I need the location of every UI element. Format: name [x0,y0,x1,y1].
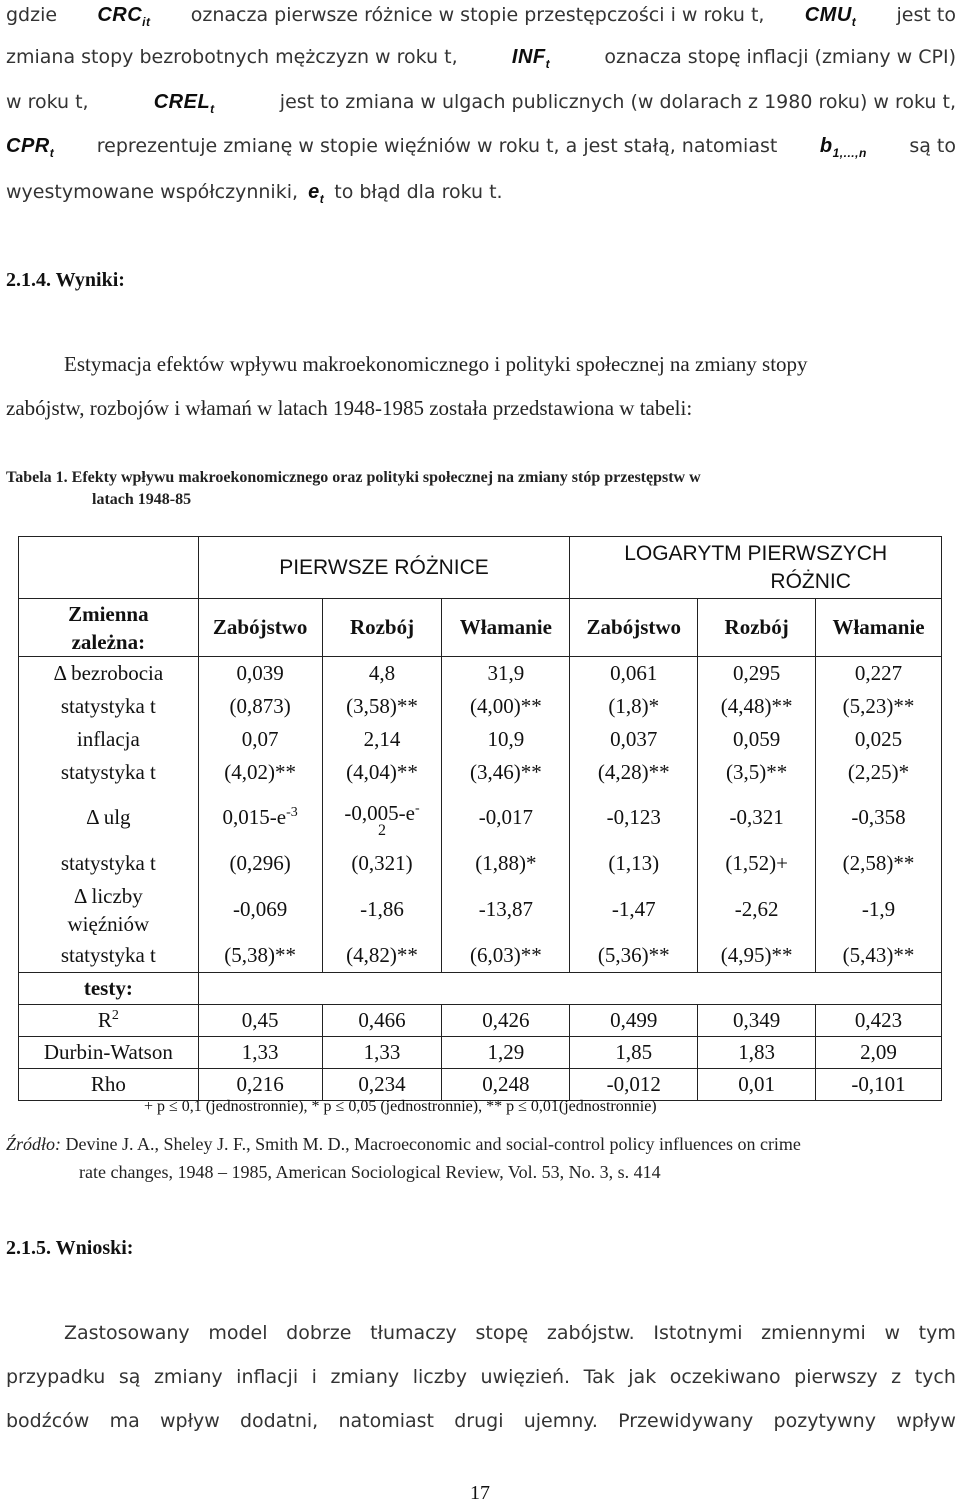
word: ma [109,1410,140,1432]
table-row [19,1037,942,1069]
cell: (0,873) [198,690,322,723]
cell: 0,466 [322,1005,442,1037]
row-label: $R^2$ [19,1005,199,1037]
row-label: Δ bezrobocia [19,657,199,690]
table-header-row-groups [19,537,942,599]
cell: 0,025 [816,723,942,756]
text: zmiana stopy bezrobotnych mężczyzn w roku t, [6,46,458,68]
word: zmiany [330,1366,400,1388]
symbol-b: $b_{1,...,n}$ [819,135,867,160]
cell: (1,13) [570,847,698,881]
cell: (4,02)** [198,756,322,789]
word: zabójstw. [546,1322,635,1344]
text: oznacza stopę inflacji (zmiany w CPI) [604,46,956,68]
source-citation [6,1134,801,1182]
cell: (1,8)* [570,690,698,723]
symbol-e: $e_t$ [308,181,325,206]
word: Istotnymi [653,1322,743,1344]
cell: 0,423 [816,1005,942,1037]
conclusions-line [64,1322,956,1344]
paragraph-line: Estymacja efektów wpływu makroekonomicznego i polityki społecznej na zmiany stopy [64,352,808,376]
row-label: statystyka t [19,690,199,723]
source-line: Devine J. A., Sheley J. F., Smith M. D., Macroeconomic and social-control policy influences on crime [65,1134,801,1154]
table-row [19,657,942,690]
cell: (4,04)** [322,756,442,789]
word: liczby [412,1366,467,1388]
row-label: Rho [19,1069,199,1101]
cell: 0,061 [570,657,698,690]
word: Tak [583,1366,615,1388]
text: gdzie [6,4,58,26]
cell: $0,015-e^{-3}$ [198,789,322,847]
word: ujemny. [523,1410,598,1432]
cell: 1,85 [570,1037,698,1069]
row-label: Δ ulg [19,789,199,847]
cell: (4,48)** [698,690,816,723]
word: z [891,1366,902,1388]
cell: 0,295 [698,657,816,690]
table-row [19,847,942,881]
cell: (4,95)** [698,939,816,973]
column-header: Włamanie [442,599,570,657]
word: w [884,1322,900,1344]
row-label: statystyka t [19,939,199,973]
cell: 2,14 [322,723,442,756]
cell: -13,87 [442,881,570,939]
cell: 0,059 [698,723,816,756]
cell: 1,83 [698,1037,816,1069]
cell: 1,33 [198,1037,322,1069]
symbol-cpr: $CPR_t$ [6,135,55,160]
row-label: Durbin-Watson [19,1037,199,1069]
cell: (5,38)** [198,939,322,973]
intro-line-5 [6,177,503,207]
text: jest to [896,4,956,26]
source-line: rate changes, 1948 – 1985, American Sociological Review, Vol. 53, No. 3, s. 414 [79,1162,661,1182]
cell: -0,069 [198,881,322,939]
word: uwięzień. [480,1366,571,1388]
cell: -0,123 [570,789,698,847]
cell: 0,248 [442,1069,570,1101]
text: jest to zmiana w ulgach publicznych (w dolarach z 1980 roku) w roku t, [279,91,956,113]
group-header-line: RÓŻNIC [770,569,851,593]
cell: 2,09 [816,1037,942,1069]
cell: -2,62 [698,881,816,939]
dependent-variable-label: Zmienna zależna: [19,599,199,657]
word: i [311,1366,317,1388]
table-row [19,690,942,723]
word: pozytywny [773,1410,876,1432]
column-header: Włamanie [816,599,942,657]
word: są [118,1366,141,1388]
cell: 0,07 [198,723,322,756]
word: Zastosowany [64,1322,190,1344]
word: tłumaczy [370,1322,457,1344]
word: jak [628,1366,657,1388]
cell: -0,358 [816,789,942,847]
conclusions-line [6,1366,956,1388]
symbol-crel: $CREL_t$ [153,91,215,116]
cell: 0,349 [698,1005,816,1037]
column-header: Zabójstwo [570,599,698,657]
text: w roku t, [6,91,89,113]
text: oznacza pierwsze różnice w stopie przestępczości i w roku t, [190,4,765,26]
cell: (3,5)** [698,756,816,789]
cell: -0,005-e- 2 [322,789,442,847]
cell: (0,321) [322,847,442,881]
row-label: inflacja [19,723,199,756]
row-label: statystyka t [19,756,199,789]
conclusions-line [6,1410,956,1432]
word: inflacji [236,1366,299,1388]
table-row [19,939,942,973]
group-header-line: LOGARYTM PIERWSZYCH [624,541,888,565]
cell: 0,216 [198,1069,322,1101]
text: są to [909,135,956,157]
cell: (4,82)** [322,939,442,973]
cell: (5,43)** [816,939,942,973]
row-label: statystyka t [19,847,199,881]
caption-line: Tabela 1. Efekty wpływu makroekonomicznego oraz polityki społecznej na zmiany stóp przestępstw w [6,469,701,486]
cell: (5,36)** [570,939,698,973]
cell: -0,101 [816,1069,942,1101]
table-row [19,881,942,939]
row-label: Δ liczby więźniów [19,881,199,939]
text: wyestymowane współczynniki, [6,181,299,203]
symbol-cmu: $CMU_t$ [804,4,857,29]
cell: 0,037 [570,723,698,756]
table-row [19,1005,942,1037]
cell: (1,88)* [442,847,570,881]
text: reprezentuje zmianę w stopie więźniów w roku t, a jest stałą, natomiast [96,135,778,157]
word: stopę [475,1322,529,1344]
column-header: Rozbój [322,599,442,657]
results-table [18,536,942,1101]
symbol-inf: $INF_t$ [511,46,551,71]
cell: -0,017 [442,789,570,847]
word: zmiennymi [761,1322,866,1344]
cell: 1,33 [322,1037,442,1069]
word: zmiany [153,1366,223,1388]
symbol-crc: $CRC_{it}$ [97,4,151,29]
intro-line-4 [6,131,956,161]
cell: 31,9 [442,657,570,690]
cell: 0,45 [198,1005,322,1037]
cell: (4,28)** [570,756,698,789]
intro-line-1 [6,0,956,30]
column-header: Zabójstwo [198,599,322,657]
cell: 0,234 [322,1069,442,1101]
cell: 0,01 [698,1069,816,1101]
cell: -1,86 [322,881,442,939]
intro-line-2 [6,42,956,72]
section-heading-results: 2.1.4. Wyniki: [6,269,125,291]
cell: (4,00)** [442,690,570,723]
cell: (0,296) [198,847,322,881]
word: oczekiwano [669,1366,781,1388]
paragraph-line: zabójstw, rozbojów i włamań w latach 1948-1985 została przedstawiona w tabeli: [6,396,693,420]
significance-note: + p ≤ 0,1 (jednostronnie), * p ≤ 0,05 (jednostronnie), ** p ≤ 0,01(jednostronnie) [144,1098,657,1115]
cell: 0,499 [570,1005,698,1037]
cell: 0,227 [816,657,942,690]
column-header: Rozbój [698,599,816,657]
cell: (3,58)** [322,690,442,723]
table-row-tests [19,973,942,1005]
page-number: 17 [470,1482,490,1504]
cell: (1,52)+ [698,847,816,881]
group-header-log-differences [570,537,942,599]
cell: (3,46)** [442,756,570,789]
empty-cell [198,973,941,1005]
cell: 4,8 [322,657,442,690]
table-caption [6,469,701,509]
word: natomiast [338,1410,434,1432]
table-row [19,1069,942,1101]
caption-line: latach 1948-85 [92,491,192,508]
section-heading-conclusions: 2.1.5. Wnioski: [6,1237,134,1259]
table-row [19,723,942,756]
cell: (6,03)** [442,939,570,973]
cell: -0,321 [698,789,816,847]
word: Przewidywany [618,1410,754,1432]
word: pierwszy [794,1366,878,1388]
table-header-row-columns [19,599,942,657]
cell: (5,23)** [816,690,942,723]
word: tych [914,1366,956,1388]
table-row [19,789,942,847]
cell: (2,58)** [816,847,942,881]
word: tym [918,1322,956,1344]
table-row [19,756,942,789]
word: przypadku [6,1366,106,1388]
cell: (2,25)* [816,756,942,789]
text: to błąd dla roku t. [334,181,503,203]
cell: 0,039 [198,657,322,690]
cell: -1,47 [570,881,698,939]
word: drugi [454,1410,504,1432]
cell: 10,9 [442,723,570,756]
cell: -1,9 [816,881,942,939]
cell: 0,426 [442,1005,570,1037]
empty-cell [19,537,199,599]
tests-label: testy: [19,973,199,1005]
source-prefix: Źródło: [6,1134,62,1154]
intro-line-3 [6,87,956,117]
word: dobrze [286,1322,352,1344]
cell: 1,29 [442,1037,570,1069]
word: wpływ [896,1410,956,1432]
word: model [208,1322,268,1344]
group-header-first-differences: PIERWSZE RÓŻNICE [198,537,570,599]
word: dodatni, [240,1410,319,1432]
word: wpływ [159,1410,220,1432]
word: bodźców [6,1410,90,1432]
cell: -0,012 [570,1069,698,1101]
